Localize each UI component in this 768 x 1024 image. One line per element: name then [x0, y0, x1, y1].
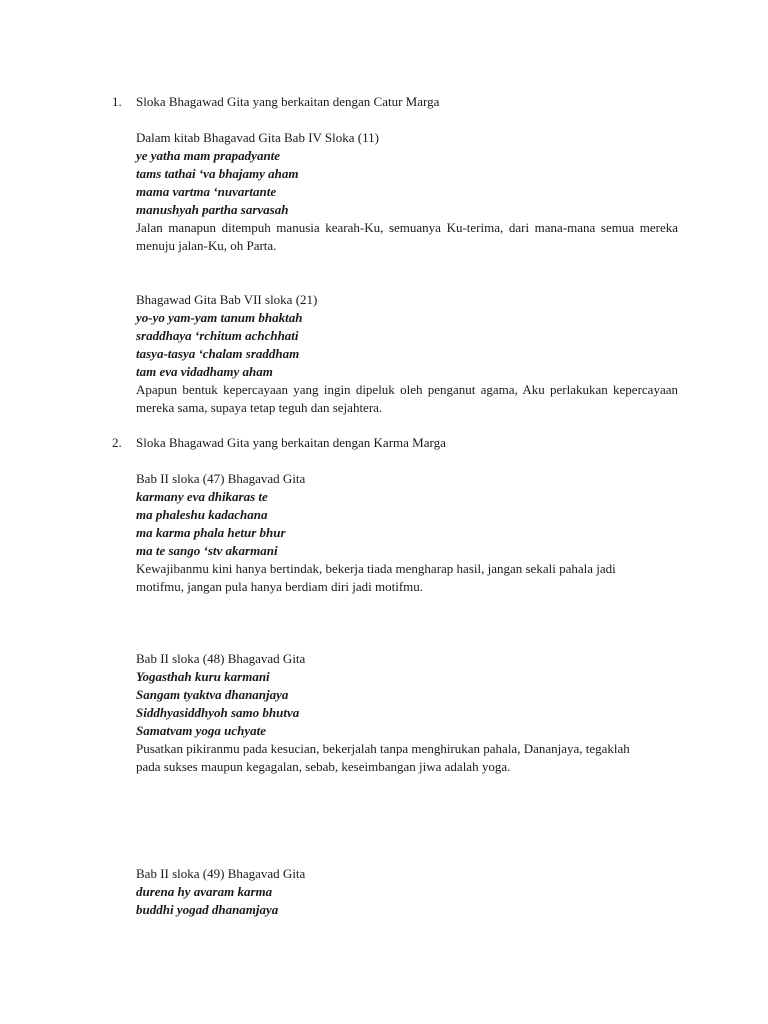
sloka-translation: Pusatkan pikiranmu pada kesucian, bekerjalah tanpa menghirukan pahala, Dananjaya, tegaklah [136, 741, 630, 756]
sloka-block [136, 470, 678, 596]
list-item-title: Sloka Bhagawad Gita yang berkaitan dengan Karma Marga [136, 435, 446, 450]
sloka-translation: motifmu, jangan pula hanya berdiam diri jadi motifmu. [136, 579, 424, 594]
sloka-verse-line: manushyah partha sarvasah [136, 202, 289, 217]
sloka-translation: Jalan manapun ditempuh manusia kearah-Ku, semuanya Ku-terima, dari mana-mana semua mereka menuju jalan-Ku, oh Parta. [136, 220, 678, 253]
sloka-verse-line: ye yatha mam prapadyante [136, 148, 281, 163]
sloka-verse-line: tasya-tasya ‘chalam sraddham [136, 346, 300, 361]
sloka-block [136, 865, 678, 919]
sloka-verse-line: buddhi yogad dhanamjaya [136, 902, 279, 917]
list-item-number: 1. [112, 94, 122, 109]
sloka-verse-line: ma te sango ‘stv akarmani [136, 543, 278, 558]
sloka-block [136, 291, 678, 417]
list-item-title: Sloka Bhagawad Gita yang berkaitan dengan Catur Marga [136, 94, 440, 109]
sloka-verse-line: Yogasthah kuru karmani [136, 669, 270, 684]
sloka-reference: Bhagawad Gita Bab VII sloka (21) [136, 292, 318, 307]
sloka-reference: Bab II sloka (47) Bhagavad Gita [136, 471, 306, 486]
sloka-verse-line: Sangam tyaktva dhananjaya [136, 687, 289, 702]
sloka-verse-line: tam eva vidadhamy aham [136, 364, 273, 379]
list-item-heading [112, 434, 446, 452]
sloka-reference: Bab II sloka (49) Bhagavad Gita [136, 866, 306, 881]
sloka-verse-line: sraddhaya ‘rchitum achchhati [136, 328, 299, 343]
sloka-translation: pada sukses maupun kegagalan, sebab, keseimbangan jiwa adalah yoga. [136, 759, 511, 774]
sloka-reference: Bab II sloka (48) Bhagavad Gita [136, 651, 306, 666]
sloka-translation: Apapun bentuk kepercayaan yang ingin dipeluk oleh penganut agama, Aku perlakukan kepercayaan mereka sama, supaya tetap teguh dan sejahtera. [136, 382, 678, 415]
sloka-verse-line: ma phaleshu kadachana [136, 507, 268, 522]
sloka-verse-line: ma karma phala hetur bhur [136, 525, 286, 540]
sloka-verse-line: mama vartma ‘nuvartante [136, 184, 277, 199]
list-item-heading [112, 93, 439, 111]
sloka-verse-line: Samatvam yoga uchyate [136, 723, 266, 738]
sloka-reference: Dalam kitab Bhagavad Gita Bab IV Sloka (11) [136, 130, 379, 145]
sloka-verse-line: karmany eva dhikaras te [136, 489, 268, 504]
sloka-verse-line: Siddhyasiddhyoh samo bhutva [136, 705, 300, 720]
sloka-block [136, 129, 678, 255]
sloka-verse-line: yo-yo yam-yam tanum bhaktah [136, 310, 303, 325]
sloka-verse-line: tams tathai ‘va bhajamy aham [136, 166, 299, 181]
sloka-verse-line: durena hy avaram karma [136, 884, 273, 899]
list-item-number: 2. [112, 435, 122, 450]
sloka-translation: Kewajibanmu kini hanya bertindak, bekerja tiada mengharap hasil, jangan sekali pahala jadi [136, 561, 616, 576]
sloka-block [136, 650, 678, 776]
